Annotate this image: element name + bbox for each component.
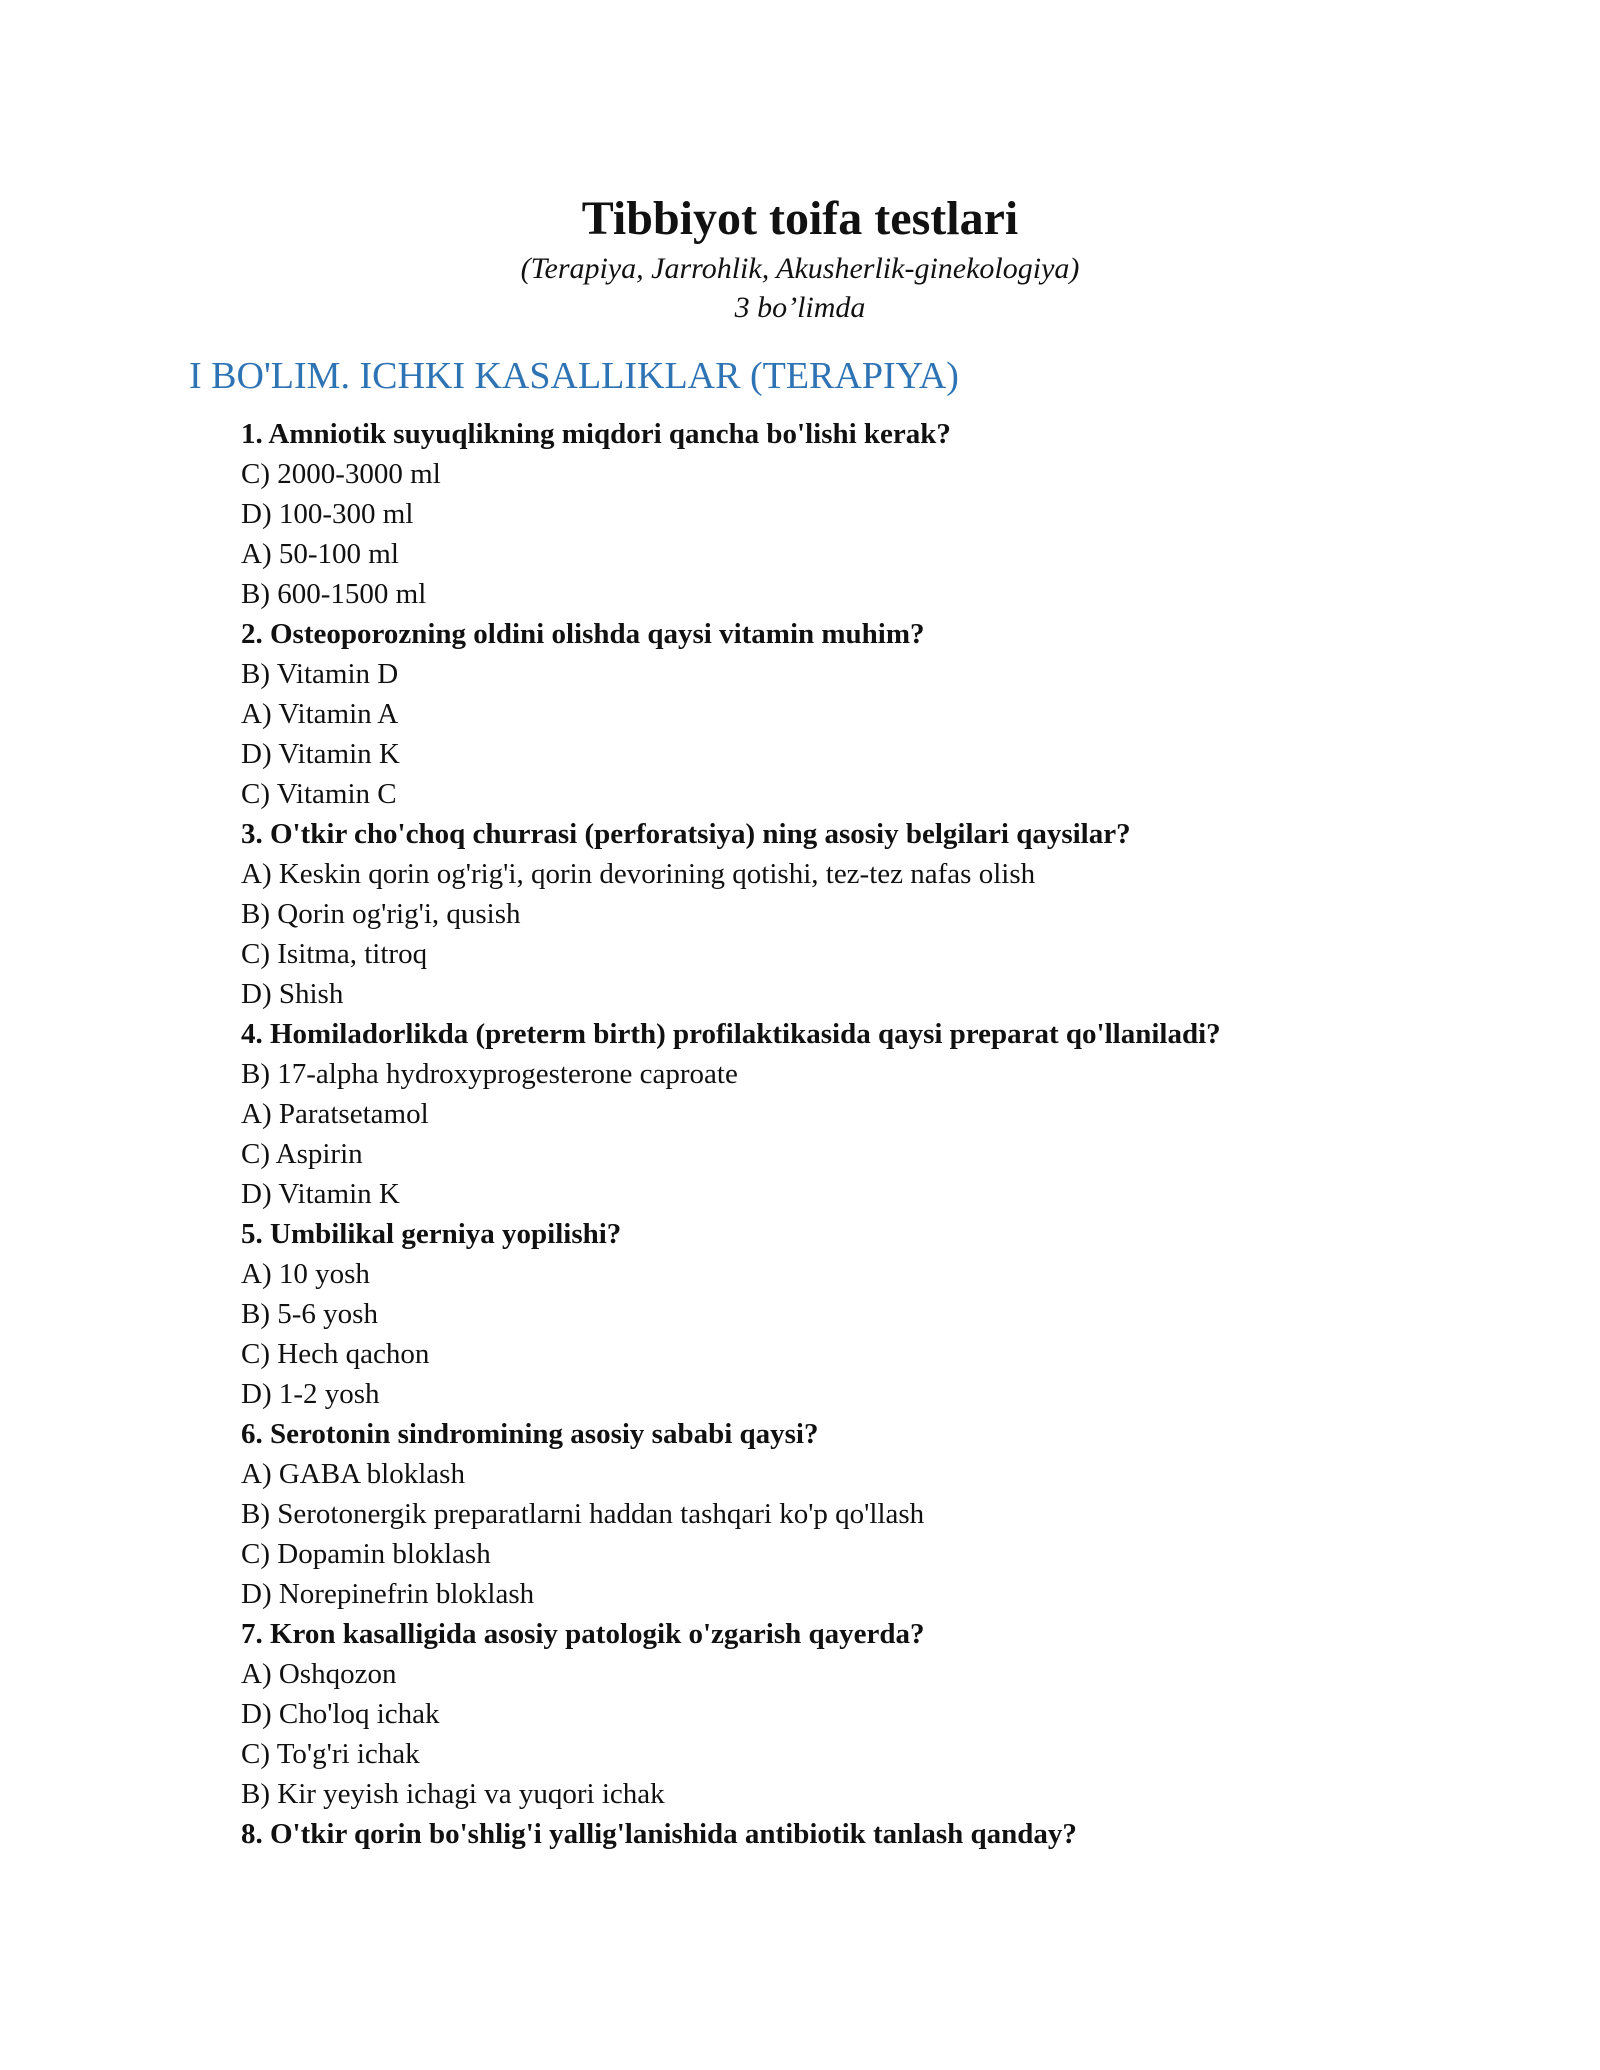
answer-option: D) 100-300 ml xyxy=(241,498,414,530)
question-list xyxy=(241,414,1541,1854)
question-text: 1. Amniotik suyuqlikning miqdori qancha bo'lishi kerak? xyxy=(241,418,951,450)
document-title: Tibbiyot toifa testlari xyxy=(581,192,1019,245)
answer-option: D) Vitamin K xyxy=(241,1178,400,1210)
answer-option: B) 17-alpha hydroxyprogesterone caproate xyxy=(241,1058,738,1090)
answer-option: A) Paratsetamol xyxy=(241,1098,429,1130)
question-block xyxy=(241,1814,1541,1854)
question-block xyxy=(241,814,1541,1014)
answer-option: C) To'g'ri ichak xyxy=(241,1738,420,1770)
section-heading: I BO'LIM. ICHKI KASALLIKLAR (TERAPIYA) xyxy=(189,355,959,397)
answer-option: D) Cho'loq ichak xyxy=(241,1698,440,1730)
document-subtitle: (Terapiya, Jarrohlik, Akusherlik-ginekologiya) xyxy=(520,252,1080,285)
answer-option: A) Vitamin A xyxy=(241,698,399,730)
question-block xyxy=(241,1414,1541,1614)
answer-option: A) Oshqozon xyxy=(241,1658,397,1690)
question-block xyxy=(241,614,1541,814)
question-text: 2. Osteoporozning oldini olishda qaysi vitamin muhim? xyxy=(241,618,925,650)
answer-option: B) 600-1500 ml xyxy=(241,578,427,610)
question-text: 6. Serotonin sindromining asosiy sababi qaysi? xyxy=(241,1418,819,1450)
question-block xyxy=(241,1014,1541,1214)
answer-option: B) Vitamin D xyxy=(241,658,399,690)
answer-option: C) Dopamin bloklash xyxy=(241,1538,491,1570)
answer-option: D) Vitamin K xyxy=(241,738,400,770)
answer-option: C) Aspirin xyxy=(241,1138,363,1170)
answer-option: D) Norepinefrin bloklash xyxy=(241,1578,535,1610)
question-block xyxy=(241,414,1541,614)
answer-option: B) Qorin og'rig'i, qusish xyxy=(241,898,521,930)
answer-option: C) Isitma, titroq xyxy=(241,938,428,970)
question-text: 7. Kron kasalligida asosiy patologik o'zgarish qayerda? xyxy=(241,1618,925,1650)
answer-option: A) 50-100 ml xyxy=(241,538,399,570)
answer-option: A) Keskin qorin og'rig'i, qorin devorining qotishi, tez-tez nafas olish xyxy=(241,858,1036,890)
answer-option: C) Vitamin C xyxy=(241,778,397,810)
answer-option: C) Hech qachon xyxy=(241,1338,430,1370)
answer-option: C) 2000-3000 ml xyxy=(241,458,441,490)
document-parts-note: 3 bo’limda xyxy=(734,291,866,324)
answer-option: D) 1-2 yosh xyxy=(241,1378,380,1410)
answer-option: B) 5-6 yosh xyxy=(241,1298,378,1330)
question-text: 5. Umbilikal gerniya yopilishi? xyxy=(241,1218,622,1250)
answer-option: B) Kir yeyish ichagi va yuqori ichak xyxy=(241,1778,665,1810)
question-block xyxy=(241,1214,1541,1414)
document-header xyxy=(0,188,1600,328)
question-text: 3. O'tkir cho'choq churrasi (perforatsiya) ning asosiy belgilari qaysilar? xyxy=(241,818,1131,850)
answer-option: B) Serotonergik preparatlarni haddan tashqari ko'p qo'llash xyxy=(241,1498,925,1530)
question-text: 4. Homiladorlikda (preterm birth) profilaktikasida qaysi preparat qo'llaniladi? xyxy=(241,1018,1221,1050)
question-text: 8. O'tkir qorin bo'shlig'i yallig'lanishida antibiotik tanlash qanday? xyxy=(241,1818,1077,1850)
answer-option: A) 10 yosh xyxy=(241,1258,370,1290)
answer-option: D) Shish xyxy=(241,978,344,1010)
question-block xyxy=(241,1614,1541,1814)
answer-option: A) GABA bloklash xyxy=(241,1458,465,1490)
